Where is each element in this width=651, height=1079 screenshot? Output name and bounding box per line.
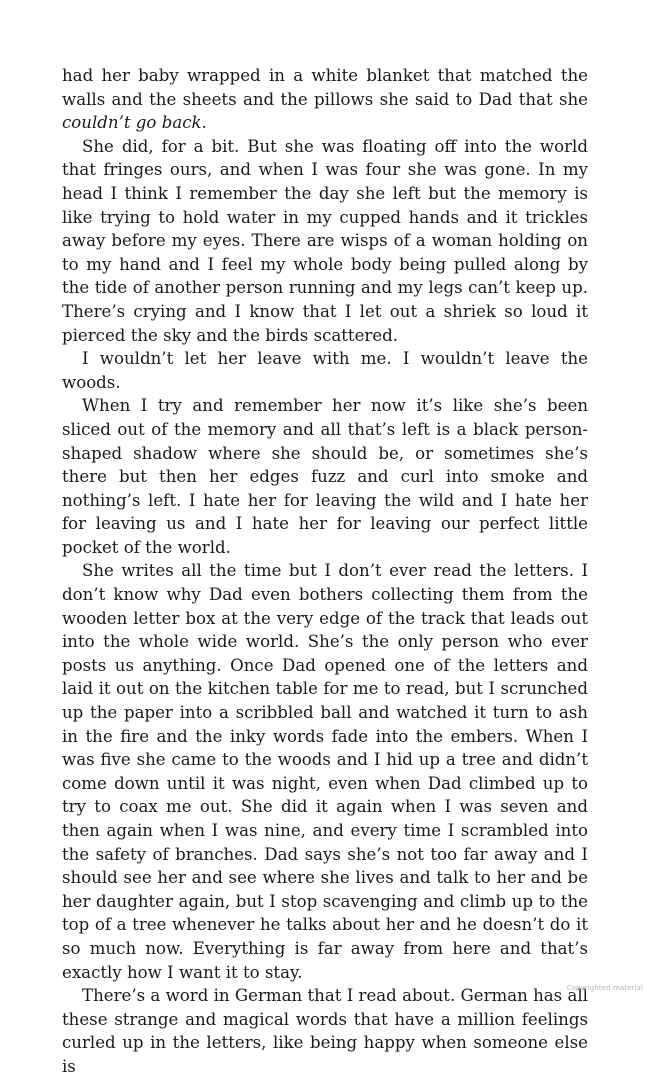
paragraph-continuation — [62, 64, 588, 135]
italic-phrase: couldn’t go back — [62, 113, 202, 133]
body-text — [62, 64, 588, 1079]
paragraph-1-text: had her baby wrapped in a white blanket that matched the walls and the sheets and the pillows she said to Dad that she — [62, 66, 588, 109]
paragraph-1-end: . — [201, 113, 207, 133]
paragraph: There’s a word in German that I read about. German has all these strange and magical words that have a million feelings curled up in the letters, like being happy when someone else is — [62, 986, 588, 1076]
copyright-watermark: Copyrighted material — [566, 984, 643, 992]
paragraph: She writes all the time but I don’t ever read the letters. I don’t know why Dad even bothers collecting them from the wooden letter box at the very edge of the track that leads out into the whole wide world. She’s the only person who ever posts us anything. Once Dad opened one of the letters and laid it out on the kitchen table for me to read, but I scrunched up the paper into a scribbled ball and watched it turn to ash in the fire and the inky words fade into the embers. When I was five she came to the woods and I hid up a tree and didn’t come down until it was night, even when Dad climbed up to try to coax me out. She did it again when I was seven and then again when I was nine, and every time I scrambled into the safety of branches. Dad says she’s not too far away and I should see her and see where she lives and talk to her and be her daughter again, but I stop scavenging and climb up to the top of a tree whenever he talks about her and he doesn’t do it so much now. Everything is far away from here and that’s exactly how I want it to stay. — [62, 561, 588, 982]
paragraph: I wouldn’t let her leave with me. I wouldn’t leave the woods. — [62, 349, 588, 392]
paragraph: She did, for a bit. But she was floating off into the world that fringes ours, and when I was four she was gone. In my head I think I remember the day she left but the memory is like trying to hold water in my cupped hands and it trickles away before my eyes. There are wisps of a woman holding on to my hand and I feel my whole body being pulled along by the tide of another person running and my legs can’t keep up. There’s crying and I know that I let out a shriek so loud it pierced the sky and the birds scattered. — [62, 136, 588, 345]
paragraph: When I try and remember her now it’s like she’s been sliced out of the memory and all that’s left is a black person-shaped shadow where she should be, or sometimes she’s there but then her edges fuzz and curl into smoke and nothing’s left. I hate her for leaving the wild and I hate her for leaving us and I hate her for leaving our perfect little pocket of the world. — [62, 396, 588, 557]
